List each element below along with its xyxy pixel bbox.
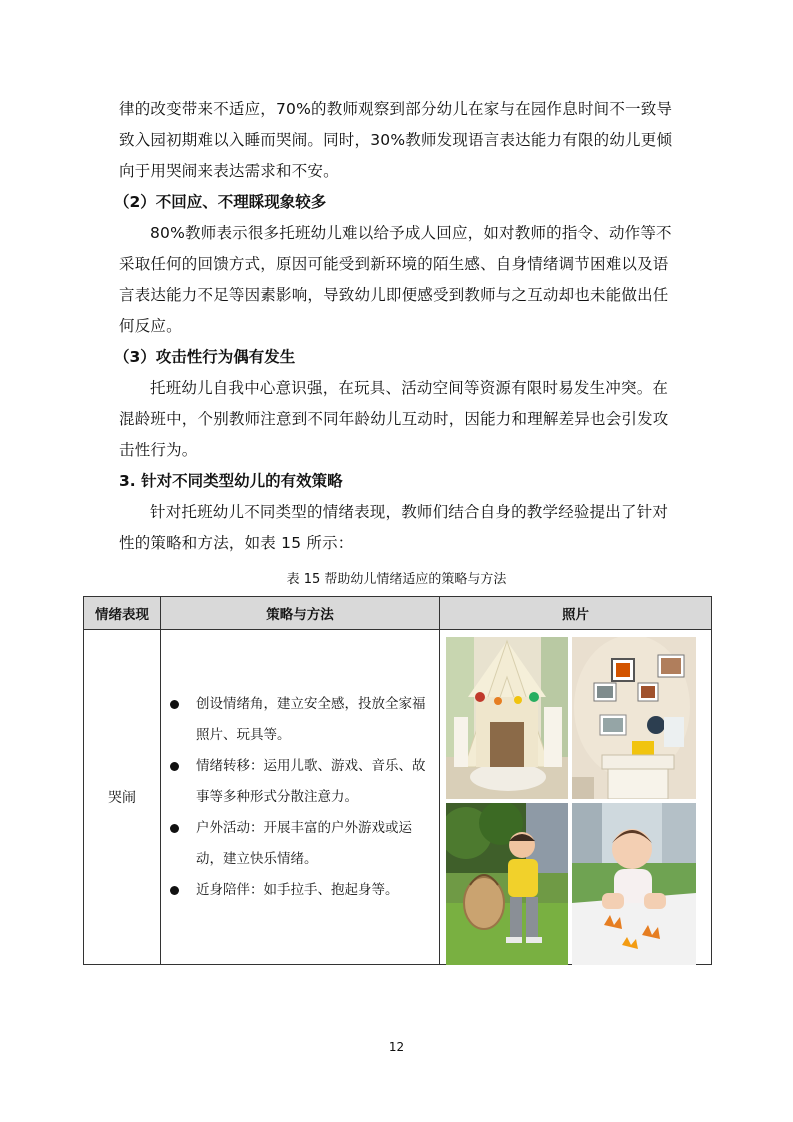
list-item	[162, 813, 432, 875]
photo-girl-hand-painting	[572, 803, 696, 965]
emotion-cell: 哭闹	[84, 630, 161, 965]
text-line: 致入园初期难以入睡而哭闹。同时，30%教师发现语言表达能力有限的幼儿更倾	[119, 131, 673, 149]
strategy-line: 创设情绪角，建立安全感，投放全家福	[196, 695, 426, 712]
text-line: 击性行为。	[119, 441, 198, 459]
text-line: 混龄班中，个别教师注意到不同年龄幼儿互动时，因能力和理解差异也会引发攻	[119, 410, 669, 428]
bullet-icon	[170, 886, 179, 895]
page-number: 12	[388, 1040, 405, 1054]
text-line: 向于用哭闹来表达需求和不安。	[119, 162, 339, 180]
bullet-icon	[170, 824, 179, 833]
subheading-2: （2）不回应、不理睬现象较多	[114, 193, 327, 211]
strategy-line: 户外活动：开展丰富的户外游戏或运	[196, 819, 412, 836]
photo-cell	[440, 630, 712, 965]
section-heading-3: 3. 针对不同类型幼儿的有效策略	[119, 472, 343, 490]
header-strategy: 策略与方法	[161, 597, 440, 630]
strategy-cell	[161, 630, 440, 965]
text-line: 托班幼儿自我中心意识强，在玩具、活动空间等资源有限时易发生冲突。在	[150, 379, 669, 397]
strategy-line: 近身陪伴：如手拉手、抱起身等。	[196, 881, 399, 898]
text-line: 何反应。	[119, 317, 182, 335]
table-header-row	[84, 597, 712, 630]
photo-family-photo-wall	[572, 637, 696, 799]
strategy-line: 照片、玩具等。	[196, 726, 291, 743]
table-caption: 表 15 帮助幼儿情绪适应的策略与方法	[286, 572, 507, 587]
paragraph-2	[119, 218, 675, 342]
subheading-3: （3）攻击性行为偶有发生	[114, 348, 296, 366]
strategy-table	[83, 596, 712, 965]
strategy-line: 情绪转移：运用儿歌、游戏、音乐、故	[196, 757, 426, 774]
bullet-icon	[170, 762, 179, 771]
paragraph-1	[119, 94, 675, 187]
paragraph-4	[119, 497, 675, 559]
list-item	[162, 875, 432, 906]
header-photos: 照片	[440, 597, 712, 630]
strategy-list	[162, 689, 438, 906]
bullet-icon	[170, 700, 179, 709]
text-line: 言表达能力不足等因素影响，导致幼儿即便感受到教师与之互动却也未能做出任	[119, 286, 669, 304]
photo-grid	[446, 637, 706, 957]
text-line: 采取任何的回馈方式，原因可能受到新环境的陌生感、自身情绪调节困难以及语	[119, 255, 669, 273]
table-row	[84, 630, 712, 965]
strategy-line: 动，建立快乐情绪。	[196, 850, 318, 867]
text-line: 律的改变带来不适应，70%的教师观察到部分幼儿在家与在园作息时间不一致导	[119, 100, 673, 118]
text-line: 针对托班幼儿不同类型的情绪表现，教师们结合自身的教学经验提出了针对	[150, 503, 669, 521]
text-line: 80%教师表示很多托班幼儿难以给予成人回应，如对教师的指令、动作等不	[150, 224, 672, 242]
list-item	[162, 689, 432, 751]
header-emotion: 情绪表现	[84, 597, 161, 630]
photo-boy-with-basket	[446, 803, 568, 965]
text-line: 性的策略和方法，如表 15 所示：	[119, 534, 354, 552]
strategy-line: 事等多种形式分散注意力。	[196, 788, 358, 805]
paragraph-3	[119, 373, 675, 466]
list-item	[162, 751, 432, 813]
photo-emotion-corner-tent	[446, 637, 568, 799]
